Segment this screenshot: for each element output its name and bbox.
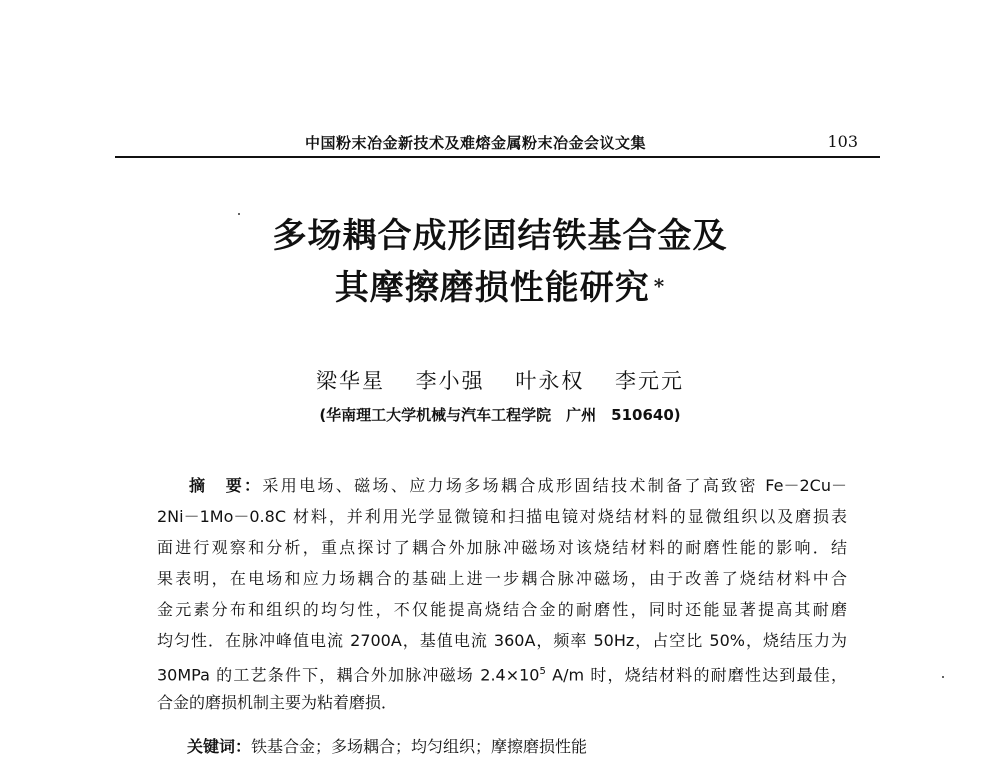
title-footnote-mark: * xyxy=(653,274,666,298)
abstract-line-7-after: A/m 时，烧结材料的耐磨性达到最佳， xyxy=(545,665,847,685)
abstract-line-7-exponent: 5 xyxy=(539,666,546,677)
title-line-2 xyxy=(180,262,820,314)
author-2: 李小强 xyxy=(415,369,485,393)
abstract-line-7 xyxy=(157,656,847,687)
scan-speck xyxy=(238,213,240,215)
keywords xyxy=(187,734,587,757)
author-3: 叶永权 xyxy=(515,369,585,393)
keywords-text: 铁基合金；多场耦合；均匀组织；摩擦磨损性能 xyxy=(251,737,588,756)
abstract-line-2: 2Ni－1Mo－0.8C 材料，并利用光学显微镜和扫描电镜对烧结材料的显微组织以及磨损表 xyxy=(157,507,847,526)
abstract-line-6: 均匀性．在脉冲峰值电流 2700A，基值电流 360A，频率 50Hz，占空比 50%，烧结压力为 xyxy=(157,631,847,650)
abstract-label: 摘 要： xyxy=(189,476,263,495)
page-number: 103 xyxy=(827,132,858,151)
abstract xyxy=(157,470,847,718)
paper-title xyxy=(180,210,820,314)
title-line-2-text: 其摩擦磨损性能研究 xyxy=(334,268,650,308)
abstract-line-4: 果表明，在电场和应力场耦合的基础上进一步耦合脉冲磁场，由于改善了烧结材料中合 xyxy=(157,569,847,588)
author-list xyxy=(180,365,820,395)
author-4: 李元元 xyxy=(615,369,685,393)
header-title: 中国粉末冶金新技术及难熔金属粉末冶金会议文集 xyxy=(305,134,647,152)
running-header xyxy=(115,130,880,156)
author-1: 梁华星 xyxy=(315,369,385,393)
abstract-line-3: 面进行观察和分析，重点探讨了耦合外加脉冲磁场对该烧结材料的耐磨性能的影响．结 xyxy=(157,538,847,557)
header-rule xyxy=(115,156,880,158)
affiliation: (华南理工大学机械与汽车工程学院 广州 510640) xyxy=(319,406,681,424)
abstract-line-1 xyxy=(157,470,847,501)
keywords-label: 关键词： xyxy=(187,737,252,756)
scan-speck xyxy=(942,676,944,678)
title-line-1: 多场耦合成形固结铁基合金及 xyxy=(272,216,728,256)
abstract-line-7-before: 30MPa 的工艺条件下，耦合外加脉冲磁场 2.4×10 xyxy=(157,665,540,685)
abstract-line-1-text: 采用电场、磁场、应力场多场耦合成形固结技术制备了高致密 Fe－2Cu－ xyxy=(262,476,847,495)
abstract-line-8: 合金的磨损机制主要为粘着磨损． xyxy=(157,693,398,712)
abstract-line-5: 金元素分布和组织的均匀性，不仅能提高烧结合金的耐磨性，同时还能显著提高其耐磨 xyxy=(157,600,847,619)
